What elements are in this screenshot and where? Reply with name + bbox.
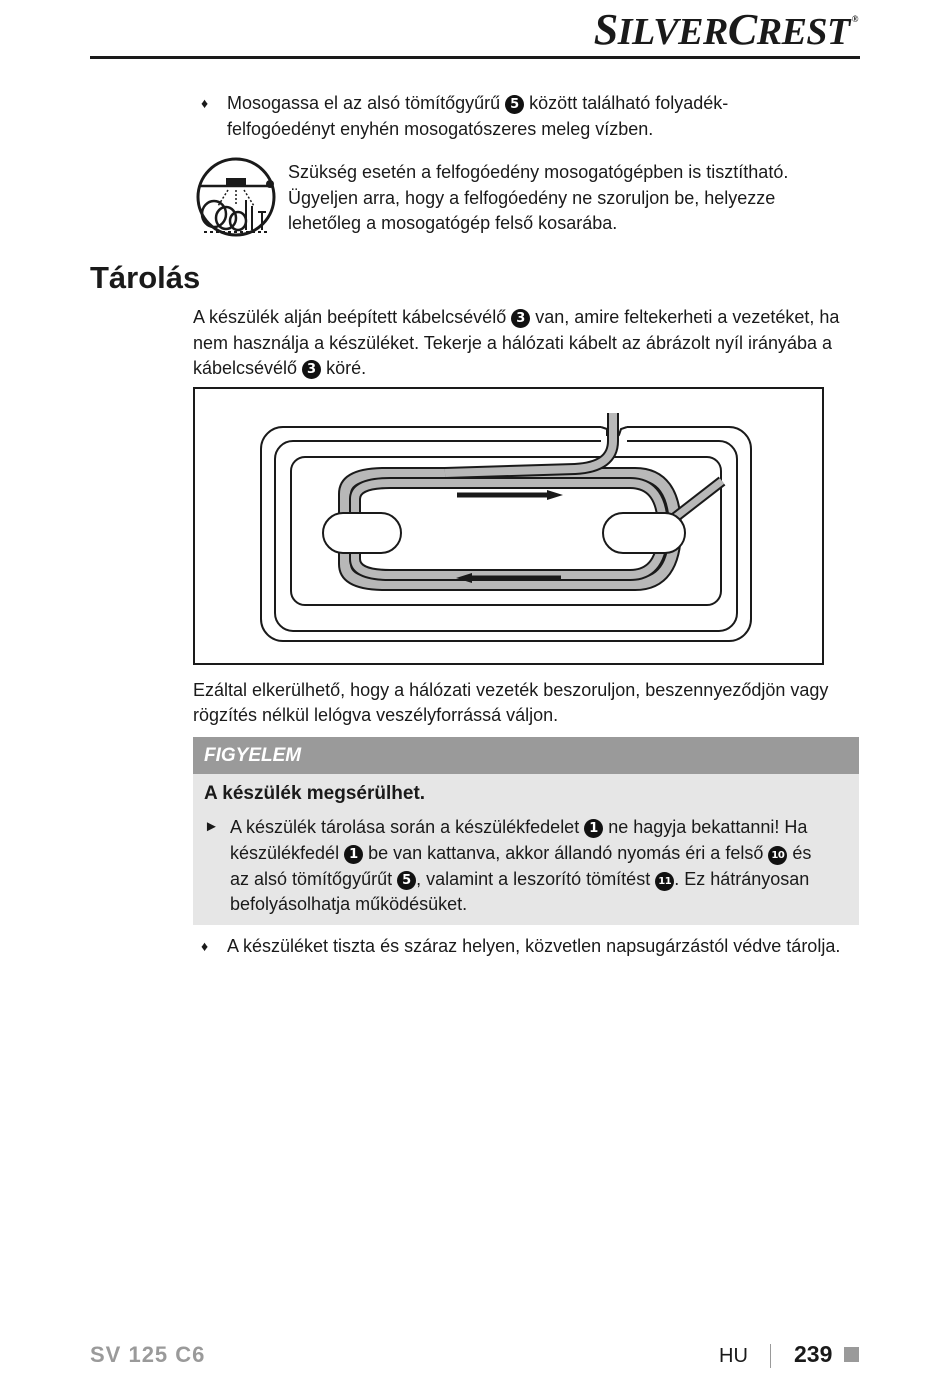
part-number-badge: 3 <box>511 309 530 328</box>
warning-line-4: befolyásolhatja működésüket. <box>230 894 468 914</box>
brand-logo: SILVERCREST ® <box>593 5 858 54</box>
warning-label: FIGYELEM <box>204 745 302 766</box>
warning-line-1: A készülék tárolása során a készülékfedelet 1 ne hagyja bekattanni! Ha <box>230 817 808 837</box>
part-number-badge: 5 <box>397 871 416 890</box>
part-number-badge: 3 <box>302 360 321 379</box>
storage-text-line-1: A készülék alján beépített kábelcsévélő 3 van, amire feltekerheti a vezetéket, ha <box>193 307 840 327</box>
storage-text-line-5: rögzítés nélkül lelógva veszélyforrássá váljon. <box>193 705 559 725</box>
part-number-badge: 10 <box>768 846 787 865</box>
storage-text-line-2: nem használja a készüléket. Tekerje a hálózati kábelt az ábrázolt nyíl irányába a <box>193 333 833 353</box>
dishwasher-note-line-2: Ügyeljen arra, hogy a felfogóedény ne szoruljon be, helyezze <box>288 188 776 208</box>
bullet-marker: ♦ <box>201 938 209 954</box>
warning-subtitle: A készülék megsérülhet. <box>204 783 426 804</box>
footer-separator <box>770 1344 771 1368</box>
header-rule <box>90 56 860 59</box>
dishwasher-note-line-1: Szükség esetén a felfogóedény mosogatógépben is tisztítható. <box>288 162 789 182</box>
part-number-badge: 1 <box>344 845 363 864</box>
dishwasher-icon <box>196 156 276 238</box>
footer-language: HU <box>719 1345 748 1367</box>
part-number-badge: 1 <box>584 819 603 838</box>
part-number-badge: 5 <box>505 95 524 114</box>
page-number: 239 <box>794 1341 833 1367</box>
intro-line-2: felfogóedényt enyhén mosogatószeres meleg vízben. <box>227 119 654 139</box>
section-title: Tárolás <box>90 260 201 295</box>
warning-line-2: készülékfedél 1 be van kattanva, akkor állandó nyomás éri a felső 10 és <box>230 843 812 863</box>
final-bullet-text: A készüléket tiszta és száraz helyen, közvetlen napsugárzástól védve tárolja. <box>227 936 841 956</box>
cable-winding-figure <box>193 387 824 665</box>
arrow-bullet-marker: ► <box>204 818 219 835</box>
warning-line-3: az alsó tömítőgyűrűt 5 , valamint a leszorító tömítést 11 . Ez hátrányosan <box>230 869 810 889</box>
storage-text-line-3: kábelcsévélő 3 köré. <box>193 358 367 378</box>
footer-square-icon <box>844 1347 859 1362</box>
storage-text-line-4: Ezáltal elkerülhető, hogy a hálózati vezeték beszoruljon, beszennyeződjön vagy <box>193 680 829 700</box>
part-number-badge: 11 <box>655 872 674 891</box>
dishwasher-note-line-3: lehetőleg a mosogatógép felső kosarába. <box>288 213 618 233</box>
intro-line-1: Mosogassa el az alsó tömítőgyűrű 5 között található folyadék- <box>227 93 729 113</box>
footer-model: SV 125 C6 <box>90 1342 206 1367</box>
bullet-marker: ♦ <box>201 95 209 111</box>
